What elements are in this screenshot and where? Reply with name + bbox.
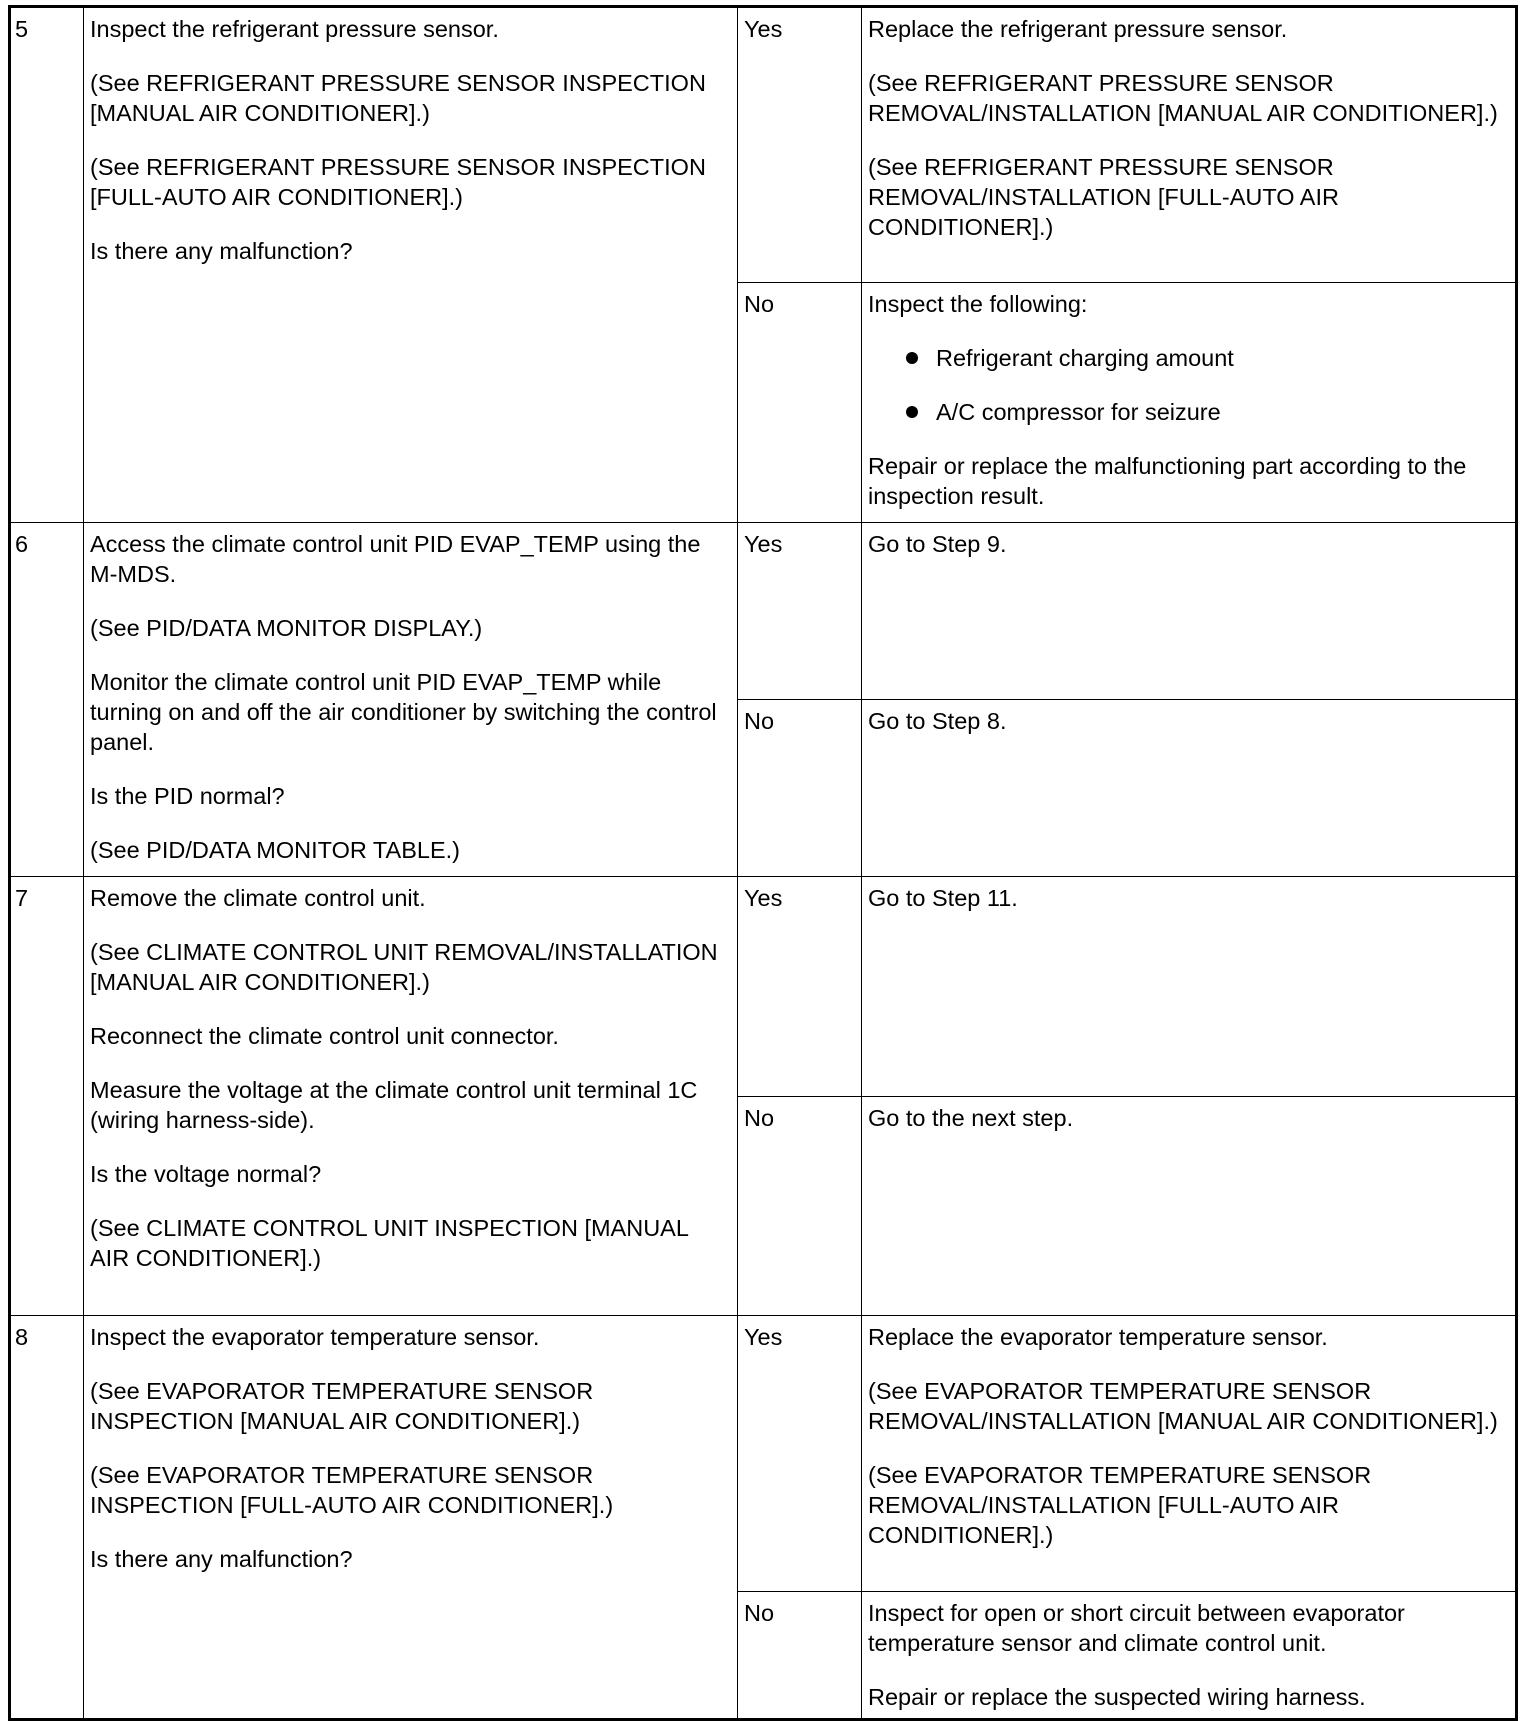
result-no-label: No — [738, 1592, 862, 1720]
result-no-label: No — [738, 700, 862, 877]
result-text: (See EVAPORATOR TEMPERATURE SENSOR REMOVAL/INSTALLATION [MANUAL AIR CONDITIONER].) — [868, 1378, 1498, 1434]
result-no-label: No — [738, 1097, 862, 1316]
result-text: Replace the evaporator temperature sensor. — [868, 1324, 1328, 1350]
action-text: Monitor the climate control unit PID EVAP_TEMP while turning on and off the air conditioner by switching the control panel. — [90, 669, 717, 755]
step-row-7-yes — [10, 877, 1517, 1097]
bullet-icon — [906, 352, 918, 364]
list-item-text: A/C compressor for seizure — [936, 399, 1221, 425]
action-text: Is there any malfunction? — [90, 1546, 353, 1572]
inspection-list — [868, 343, 1509, 427]
step-action — [84, 1316, 738, 1720]
result-text: Repair or replace the suspected wiring harness. — [868, 1684, 1366, 1710]
result-yes-action — [862, 1316, 1517, 1592]
action-text: Is the PID normal? — [90, 783, 285, 809]
step-number: 7 — [10, 877, 84, 1316]
result-no-action — [862, 283, 1517, 523]
step-action — [84, 523, 738, 877]
action-text: (See EVAPORATOR TEMPERATURE SENSOR INSPECTION [MANUAL AIR CONDITIONER].) — [90, 1378, 594, 1434]
result-no-action — [862, 1592, 1517, 1720]
result-yes-label: Yes — [738, 877, 862, 1097]
result-yes-label: Yes — [738, 1316, 862, 1592]
action-text: (See PID/DATA MONITOR TABLE.) — [90, 837, 460, 863]
result-yes-action — [862, 877, 1517, 1097]
result-text: Go to Step 9. — [868, 531, 1007, 557]
result-no-action — [862, 700, 1517, 877]
list-item-text: Refrigerant charging amount — [936, 345, 1234, 371]
result-yes-action — [862, 7, 1517, 283]
action-text: Access the climate control unit PID EVAP_TEMP using the M-MDS. — [90, 531, 701, 587]
action-text: Is there any malfunction? — [90, 238, 353, 264]
list-item — [906, 343, 1509, 373]
result-yes-label: Yes — [738, 7, 862, 283]
action-text: (See REFRIGERANT PRESSURE SENSOR INSPECTION [MANUAL AIR CONDITIONER].) — [90, 70, 706, 126]
step-number: 6 — [10, 523, 84, 877]
step-action — [84, 7, 738, 523]
action-text: Inspect the evaporator temperature sensor. — [90, 1324, 540, 1350]
result-no-action — [862, 1097, 1517, 1316]
result-text: Go to Step 11. — [868, 885, 1018, 911]
action-text: (See PID/DATA MONITOR DISPLAY.) — [90, 615, 483, 641]
result-text: Inspect the following: — [868, 291, 1088, 317]
action-text: Inspect the refrigerant pressure sensor. — [90, 16, 499, 42]
troubleshooting-sheet — [8, 5, 1515, 1721]
step-number: 8 — [10, 1316, 84, 1720]
action-text: (See REFRIGERANT PRESSURE SENSOR INSPECTION [FULL-AUTO AIR CONDITIONER].) — [90, 154, 706, 210]
result-text: Replace the refrigerant pressure sensor. — [868, 16, 1288, 42]
result-text: (See REFRIGERANT PRESSURE SENSOR REMOVAL/INSTALLATION [FULL-AUTO AIR CONDITIONER].) — [868, 154, 1339, 240]
result-text: Repair or replace the malfunctioning part according to the inspection result. — [868, 453, 1467, 509]
step-row-8-yes — [10, 1316, 1517, 1592]
result-no-label: No — [738, 283, 862, 523]
action-text: Is the voltage normal? — [90, 1161, 322, 1187]
action-text: Reconnect the climate control unit connector. — [90, 1023, 559, 1049]
list-item — [906, 397, 1509, 427]
action-text: Measure the voltage at the climate control unit terminal 1C (wiring harness-side). — [90, 1077, 698, 1133]
result-text: (See EVAPORATOR TEMPERATURE SENSOR REMOVAL/INSTALLATION [FULL-AUTO AIR CONDITIONER].) — [868, 1462, 1372, 1548]
result-text: Inspect for open or short circuit between evaporator temperature sensor and climate control unit. — [868, 1600, 1405, 1656]
action-text: Remove the climate control unit. — [90, 885, 426, 911]
step-number: 5 — [10, 7, 84, 523]
result-text: Go to the next step. — [868, 1105, 1074, 1131]
result-text: Go to Step 8. — [868, 708, 1007, 734]
step-action — [84, 877, 738, 1316]
action-text: (See CLIMATE CONTROL UNIT REMOVAL/INSTALLATION [MANUAL AIR CONDITIONER].) — [90, 939, 718, 995]
step-row-6-yes — [10, 523, 1517, 700]
result-text: (See REFRIGERANT PRESSURE SENSOR REMOVAL/INSTALLATION [MANUAL AIR CONDITIONER].) — [868, 70, 1498, 126]
step-row-5-yes — [10, 7, 1517, 283]
bullet-icon — [906, 406, 918, 418]
diagnostic-steps-table — [8, 5, 1518, 1721]
result-yes-action — [862, 523, 1517, 700]
action-text: (See CLIMATE CONTROL UNIT INSPECTION [MANUAL AIR CONDITIONER].) — [90, 1215, 689, 1271]
result-yes-label: Yes — [738, 523, 862, 700]
action-text: (See EVAPORATOR TEMPERATURE SENSOR INSPECTION [FULL-AUTO AIR CONDITIONER].) — [90, 1462, 614, 1518]
